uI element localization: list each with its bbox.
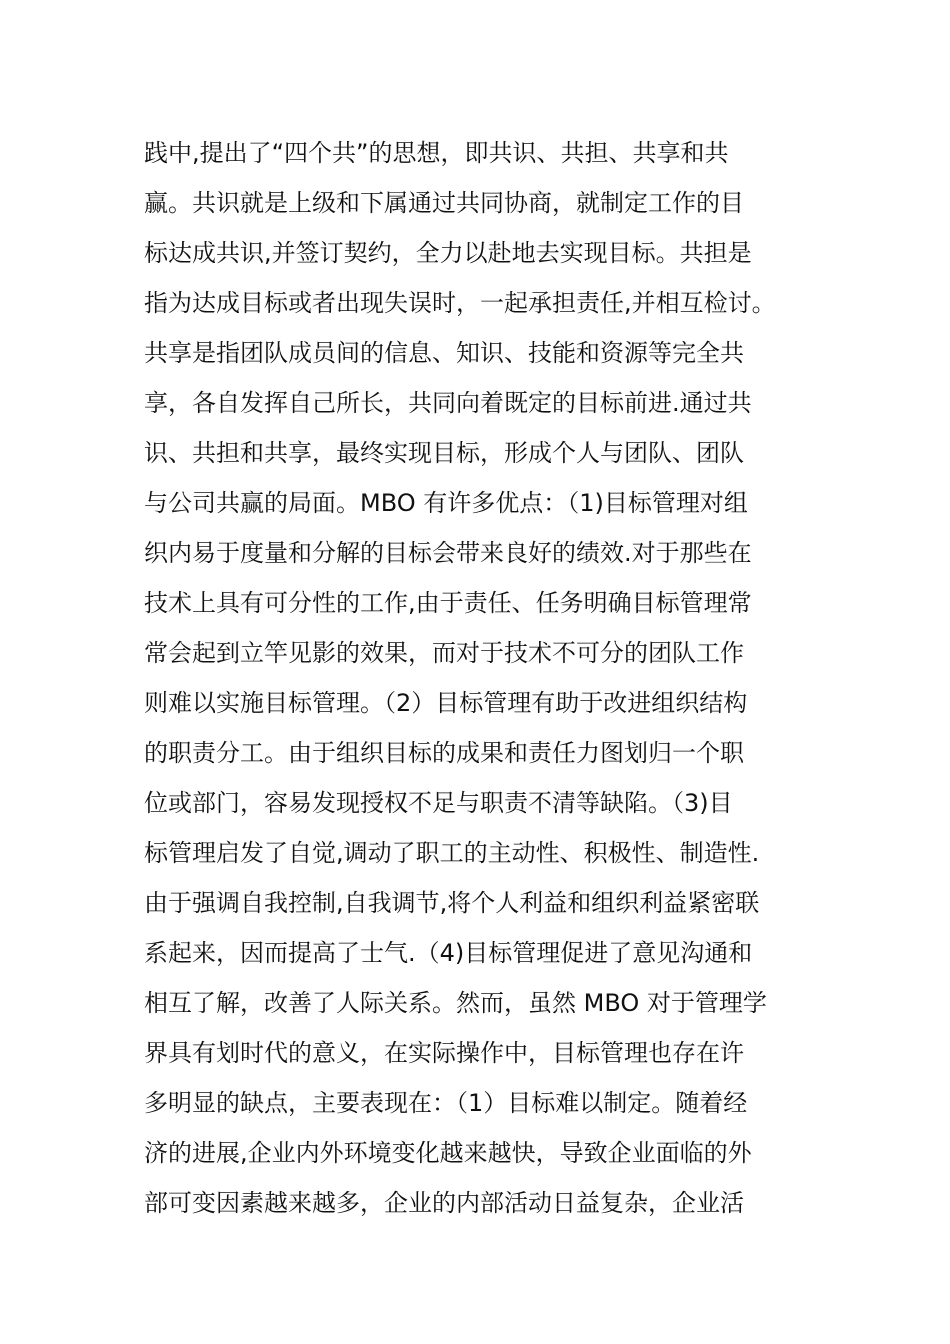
text-line: 则难以实施目标管理。（2）目标管理有助于改进组织结构: [144, 689, 748, 717]
text-line: 技术上具有可分性的工作,由于责任、任务明确目标管理常: [144, 589, 752, 617]
text-line: 共享是指团队成员间的信息、知识、技能和资源等完全共: [144, 339, 744, 367]
text-line: 与公司共赢的局面。MBO 有许多优点：（1)目标管理对组: [144, 489, 748, 517]
text-line: 践中,提出了“四个共”的思想，即共识、共担、共享和共: [144, 139, 729, 167]
text-line: 相互了解，改善了人际关系。然而，虽然 MBO 对于管理学: [144, 989, 767, 1017]
text-line: 部可变因素越来越多，企业的内部活动日益复杂，企业活: [144, 1189, 744, 1217]
text-line: 标达成共识,并签订契约，全力以赴地去实现目标。共担是: [144, 239, 752, 267]
text-line: 的职责分工。由于组织目标的成果和责任力图划归一个职: [144, 739, 744, 767]
text-line: 位或部门，容易发现授权不足与职责不清等缺陷。（3)目: [144, 789, 733, 817]
text-line: 常会起到立竿见影的效果，而对于技术不可分的团队工作: [144, 639, 744, 667]
body-text: [144, 128, 824, 1228]
text-line: 系起来，因而提高了士气.（4)目标管理促进了意见沟通和: [144, 939, 753, 967]
text-line: 界具有划时代的意义，在实际操作中，目标管理也存在许: [144, 1039, 744, 1067]
text-line: 指为达成目标或者出现失误时，一起承担责任,并相互检讨。: [144, 289, 776, 317]
text-line: 标管理启发了自觉,调动了职工的主动性、积极性、制造性.: [144, 839, 760, 867]
text-line: 由于强调自我控制,自我调节,将个人利益和组织利益紧密联: [144, 889, 760, 917]
text-line: 识、共担和共享，最终实现目标，形成个人与团队、团队: [144, 439, 744, 467]
text-line: 织内易于度量和分解的目标会带来良好的绩效.对于那些在: [144, 539, 752, 567]
text-line: 济的进展,企业内外环境变化越来越快，导致企业面临的外: [144, 1139, 752, 1167]
text-line: 享，各自发挥自己所长，共同向着既定的目标前进.通过共: [144, 389, 752, 417]
text-line: 赢。共识就是上级和下属通过共同协商，就制定工作的目: [144, 189, 744, 217]
text-line: 多明显的缺点，主要表现在：（1）目标难以制定。随着经: [144, 1089, 748, 1117]
